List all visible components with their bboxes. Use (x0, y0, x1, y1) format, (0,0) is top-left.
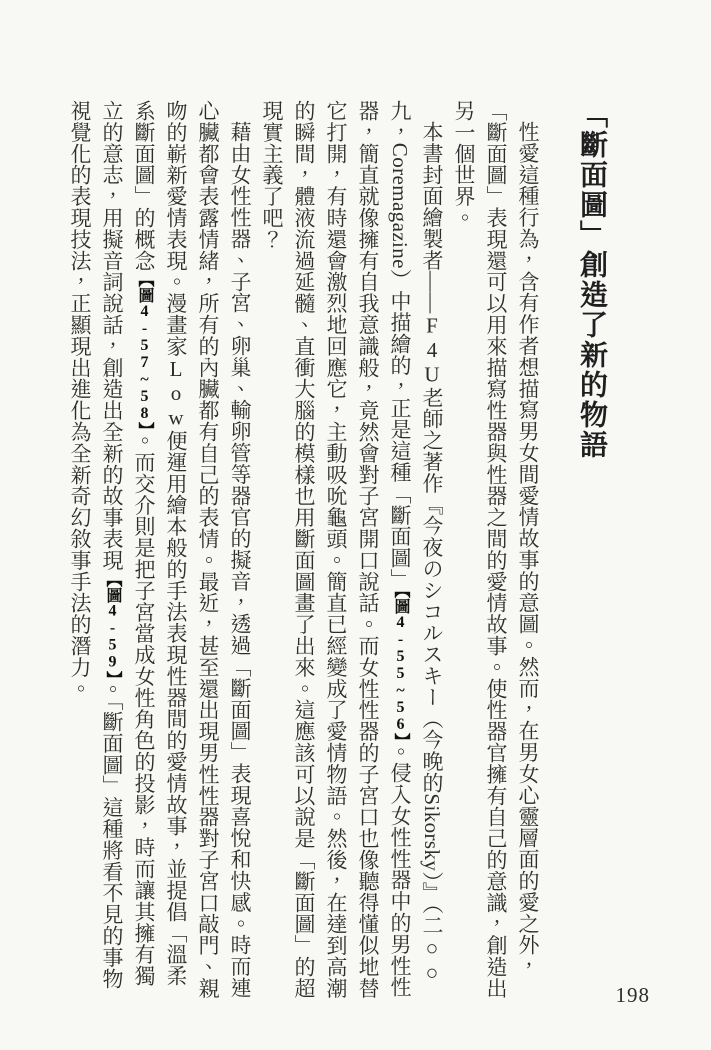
text-segment: 。「斷面圖」這種將看不見的事物視覺化的表現技法，正顯現出進化為全新奇幻敘事手法的潛力。 (68, 100, 124, 990)
paragraph-3 (64, 100, 256, 1002)
latin-upright-text: F4U (420, 313, 444, 387)
text-segment: 便運用繪本般的手法表現性器間的愛情故事，並提倡「溫柔系斷面圖」的概念 (132, 100, 188, 987)
text-segment: 本書封面繪製者—— (420, 121, 444, 314)
text-segment: 藉由女性性器、子宮、卵巢、輸卵管等器官的擬音，透過「斷面圖」表現喜悅和快感。時而連心臟都會表露情緒，所有的內臟都有自己的表情。最近，甚至還出現男性性器對子宮口敲門、親吻的嶄新愛情表現。漫畫家 (164, 100, 252, 999)
page-number: 198 (615, 983, 650, 1007)
text-segment: 老師之著作『今夜のシコルスキー（今晚的Sikorsky）』（二○○九，Coremagazine）中描繪的，正是這種「斷面圖」 (388, 100, 444, 985)
page-title: 「斷面圖」創造了新的物語 (576, 100, 607, 460)
page-content (55, 100, 611, 1002)
figure-reference: 【圖4-55~56】 (392, 589, 409, 741)
text-segment: 性愛這種行為，含有作者想描寫男女間愛情故事的意圖。然而，在男女心靈層面的愛之外，「斷面圖」表現還可以用來描寫性器與性器之間的愛情故事。使性器官擁有自己的意識，創造出另一個世界。 (452, 100, 540, 999)
paragraph-1 (448, 100, 544, 1002)
paragraph-2 (256, 100, 448, 1002)
text-segment: 。而交介則是把子宮當成女性角色的投影，時而讓其擁有獨立的意志，用擬音詞說話，創造出全新的故事表現 (100, 100, 156, 987)
latin-upright-text: Low (164, 356, 188, 431)
figure-reference: 【圖4-59】 (104, 570, 121, 679)
figure-reference: 【圖4-57~58】 (136, 271, 153, 431)
text-segment: 。侵入女性性器中的男性性器，簡直就像擁有自我意識般，竟然會對子宮開口說話。而女性性器的子宮口也像聽得懂似地替它打開，有時還會激烈地回應它，主動吸吮龜頭。簡直已經變成了愛情物語。然後，在達到高潮的瞬間，體液流過延髓、直衝大腦的模樣也用斷面圖畫了出來。這應該可以說是「斷面圖」的超現實主義了吧？ (260, 100, 412, 999)
body-paragraphs (64, 100, 544, 1002)
